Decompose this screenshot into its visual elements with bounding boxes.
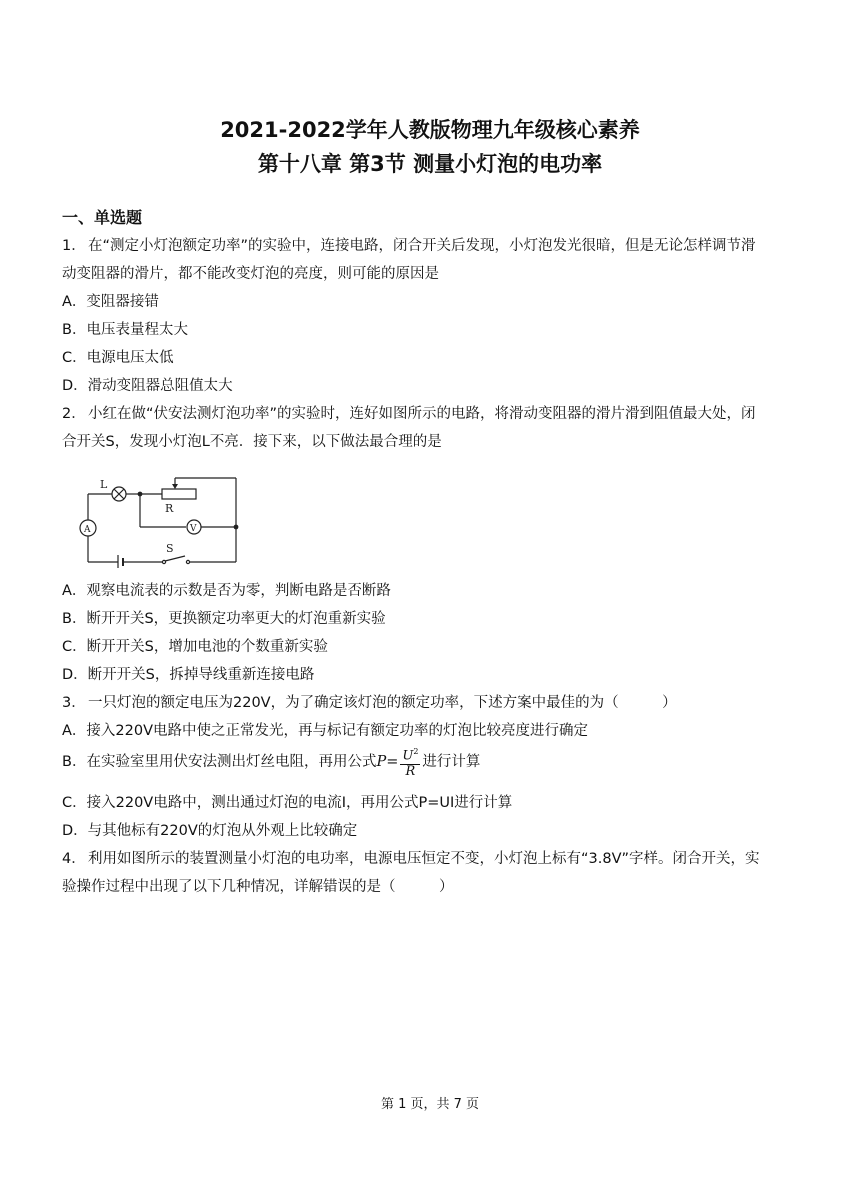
q3-option-c: C．接入220V电路中，测出通过灯泡的电流I，再用公式P=UI进行计算: [62, 795, 513, 811]
q2-number: 2．: [62, 406, 86, 422]
rheostat-label: R: [165, 502, 174, 515]
q2-text-a: 小红在做“伏安法测灯泡功率”的实验时，连好如图所示的电路，将滑动变阻器的滑片滑到阻值最大处，闭: [88, 406, 756, 422]
switch-label: S: [166, 542, 174, 555]
q1-text-b: 动变阻器的滑片，都不能改变灯泡的亮度，则可能的原因是: [62, 266, 439, 282]
q1-option-a: A．变阻器接错: [62, 294, 159, 310]
q3-option-d: D．与其他标有220V的灯泡从外观上比较确定: [62, 823, 358, 839]
q4-text-b: 验操作过程中出现了以下几种情况，详解错误的是（ ）: [62, 879, 454, 895]
q2-text-b: 合开关S，发现小灯泡L不亮．接下来，以下做法最合理的是: [62, 434, 442, 450]
q1-option-c: C．电源电压太低: [62, 350, 174, 366]
q3-option-b-post: 进行计算: [422, 754, 481, 770]
section-heading: 一、单选题: [62, 208, 143, 227]
q3-formula-fraction: [400, 745, 420, 778]
q3-option-b-pre: B．在实验室里用伏安法测出灯丝电阻，再用公式: [62, 754, 377, 770]
lamp-label: L: [100, 478, 108, 491]
q3-formula-num: U: [402, 748, 414, 764]
document-title-line1: 2021-2022学年人教版物理九年级核心素养: [220, 118, 640, 142]
q3-formula-sup: 2: [413, 747, 419, 757]
q2-option-c: C．断开开关S，增加电池的个数重新实验: [62, 639, 328, 655]
circuit-diagram: [70, 472, 245, 568]
q3-number: 3．: [62, 695, 86, 711]
page-footer: 第 1 页，共 7 页: [380, 1097, 480, 1112]
voltmeter-label: V: [190, 524, 197, 534]
q1-option-b: B．电压表量程太大: [62, 322, 188, 338]
q4-stem-line1: [62, 849, 760, 869]
q2-option-a: A．观察电流表的示数是否为零，判断电路是否断路: [62, 583, 391, 599]
q1-stem-line1: [62, 236, 756, 256]
q1-option-d: D．滑动变阻器总阻值太大: [62, 378, 233, 394]
q2-option-b: B．断开开关S，更换额定功率更大的灯泡重新实验: [62, 611, 386, 627]
q4-text-a: 利用如图所示的装置测量小灯泡的电功率，电源电压恒定不变，小灯泡上标有“3.8V”字样。闭合开关，实: [88, 851, 760, 867]
q3-formula-lhs: P=: [376, 754, 399, 770]
q3-option-b: [62, 745, 480, 779]
q3-option-a: A．接入220V电路中使之正常发光，再与标记有额定功率的灯泡比较亮度进行确定: [62, 723, 589, 739]
ammeter-label: A: [84, 525, 91, 535]
document-title-line2: 第十八章 第3节 测量小灯泡的电功率: [257, 152, 603, 176]
q1-number: 1．: [62, 238, 86, 254]
q4-number: 4．: [62, 851, 86, 867]
q3-text: 一只灯泡的额定电压为220V，为了确定该灯泡的额定功率，下述方案中最佳的为（ ）: [88, 695, 677, 711]
q1-text-a: 在“测定小灯泡额定功率”的实验中，连接电路，闭合开关后发现，小灯泡发光很暗，但是无论怎样调节滑: [88, 238, 756, 254]
q3-stem: [62, 693, 677, 713]
q2-option-d: D．断开开关S，拆掉导线重新连接电路: [62, 667, 315, 683]
q2-stem-line1: [62, 404, 756, 424]
rheostat-icon: [162, 489, 196, 499]
q3-formula-den: R: [405, 763, 416, 779]
